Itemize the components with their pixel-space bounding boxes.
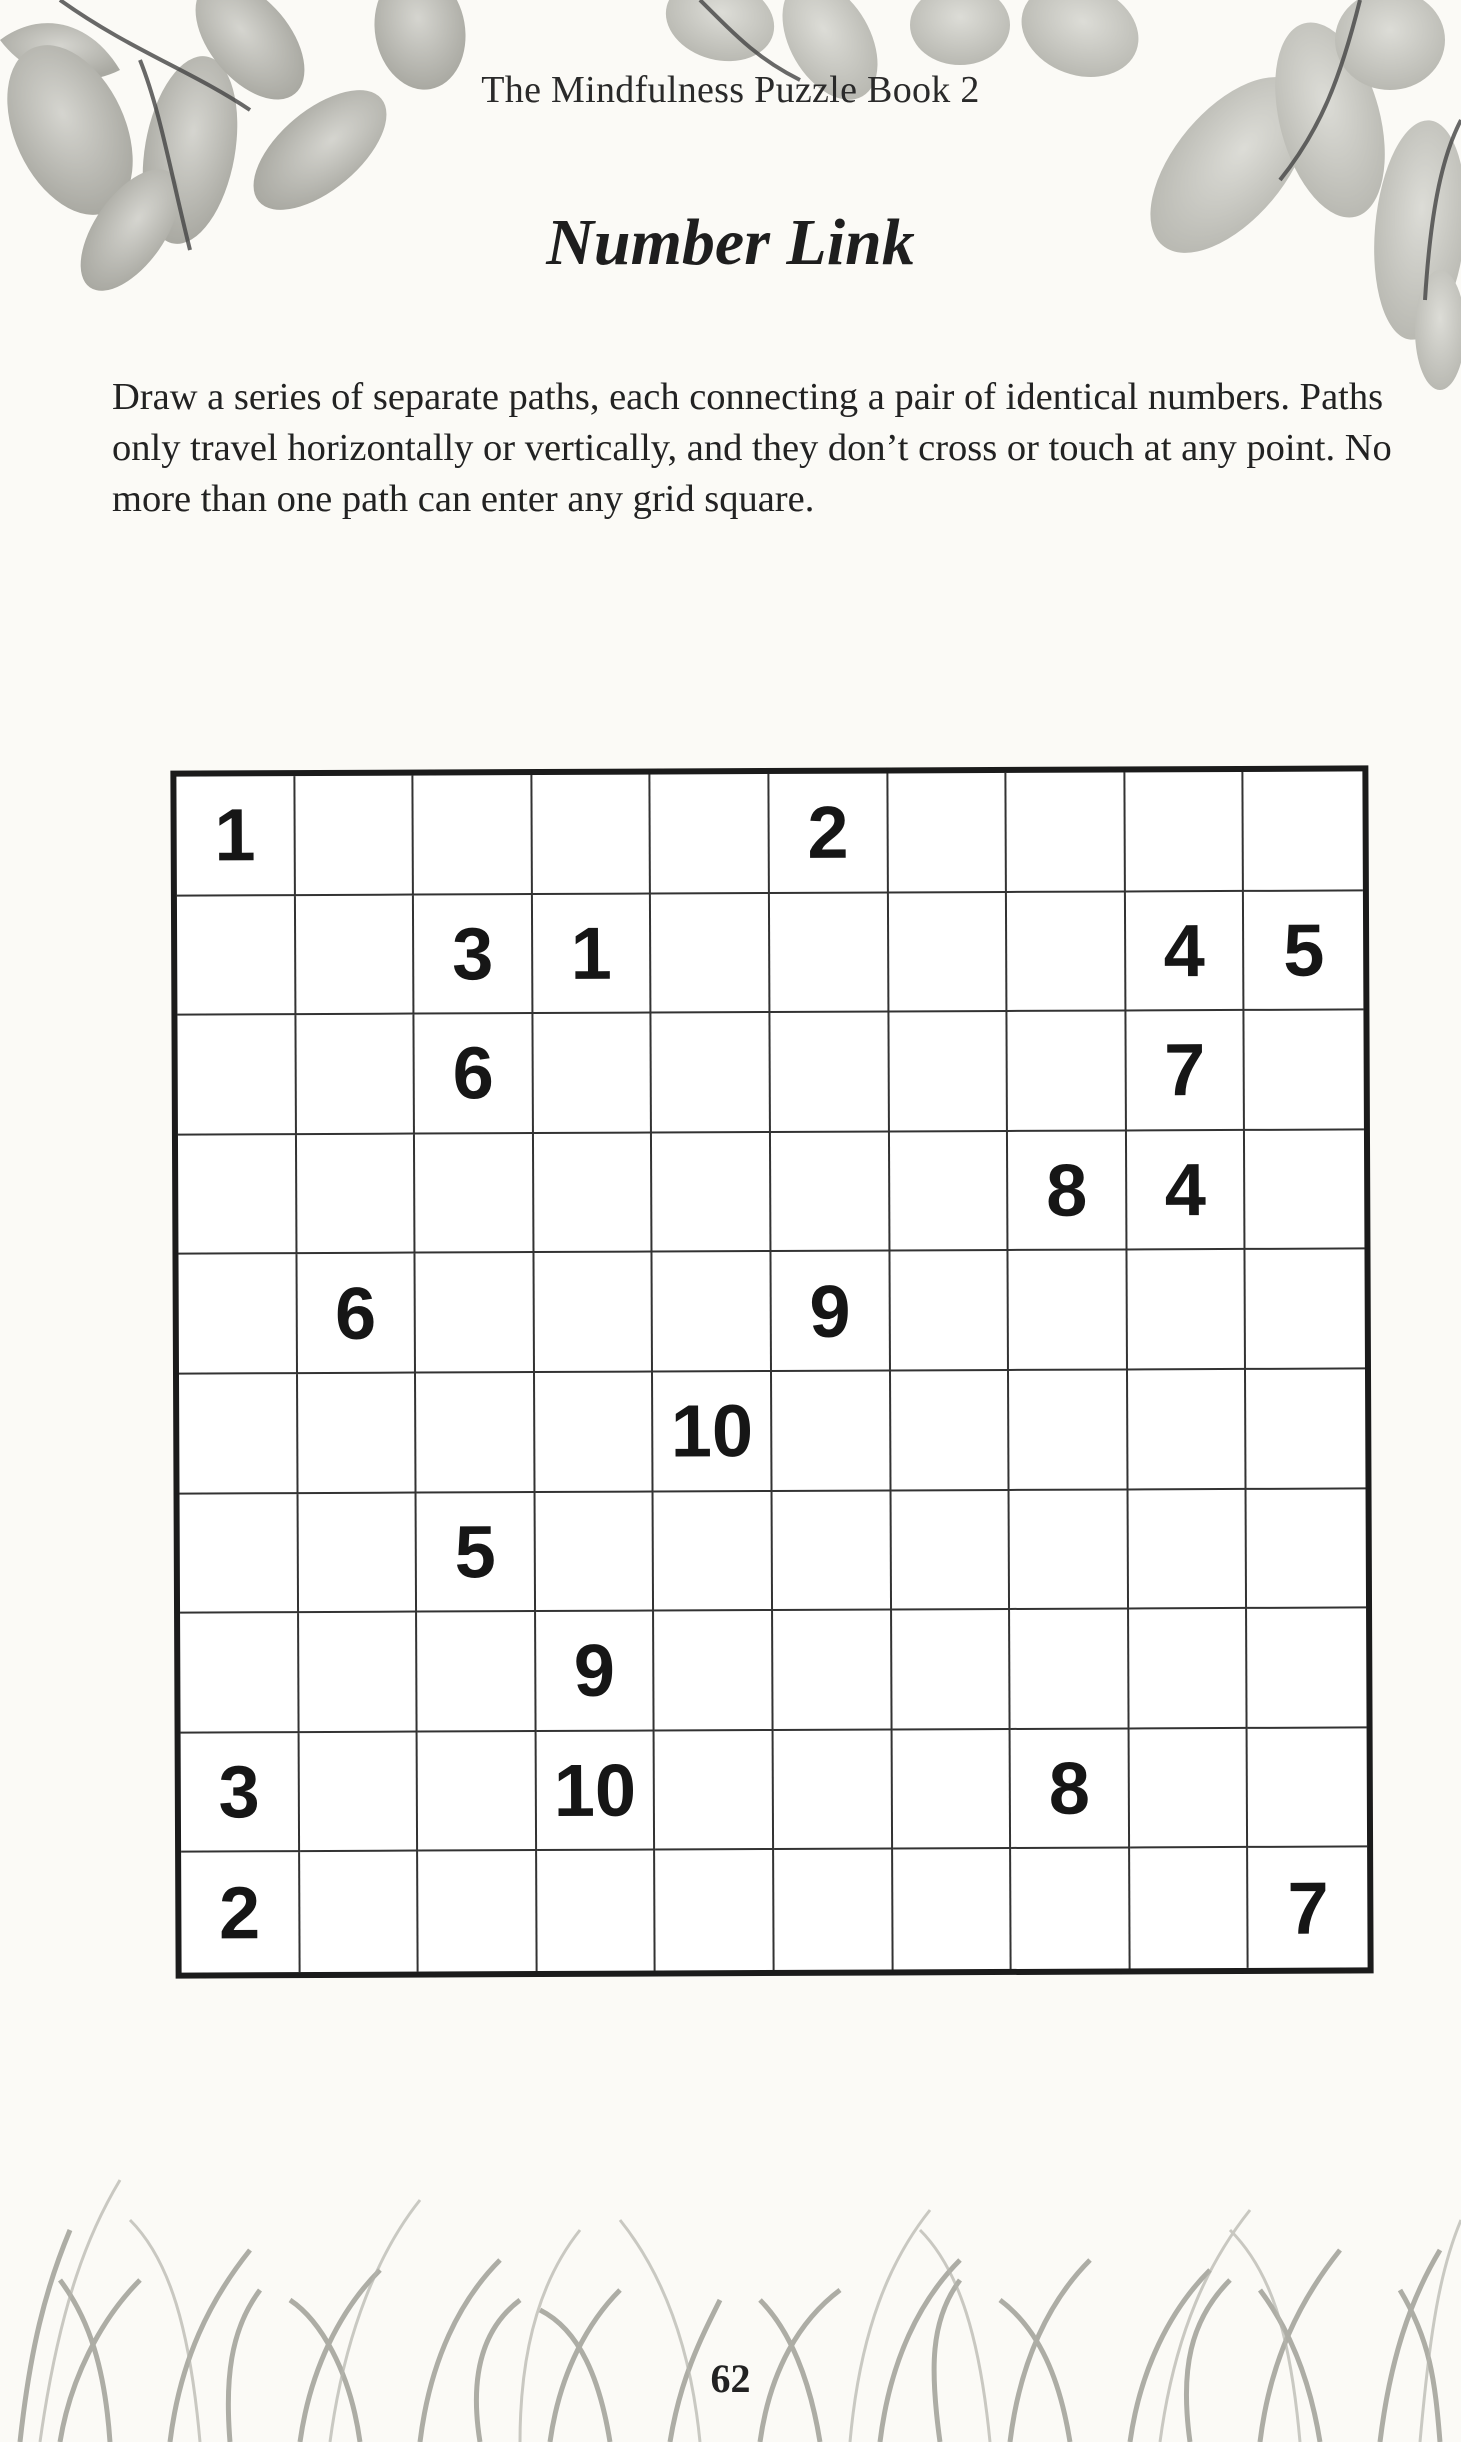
grid-cell-empty <box>532 775 651 895</box>
grid-cell-number: 1 <box>176 776 295 896</box>
grid-cell-number: 6 <box>415 1014 534 1134</box>
grid-cell-number: 2 <box>769 773 888 893</box>
grid-cell-empty <box>178 1254 297 1374</box>
grid-cell-empty <box>652 1133 771 1253</box>
grid-cell-empty <box>1007 772 1126 892</box>
grid-cell-empty <box>416 1373 535 1493</box>
number-link-grid <box>170 765 1373 1978</box>
grid-cell-empty <box>1128 1370 1247 1490</box>
grid-cell-empty <box>535 1373 654 1493</box>
grid-cell-empty <box>177 896 296 1016</box>
grid-cell-empty <box>1125 772 1244 892</box>
grid-cell-empty <box>1009 1370 1128 1490</box>
grid-cell-empty <box>1010 1610 1129 1730</box>
grid-cell-number: 4 <box>1127 1131 1246 1251</box>
grid-cell-empty <box>1010 1490 1129 1610</box>
grid-cell-empty <box>774 1730 893 1850</box>
grid-cell-number: 1 <box>533 894 652 1014</box>
grid-cell-empty <box>1246 1250 1365 1370</box>
grid-cell-empty <box>890 1132 1009 1252</box>
puzzle-title: Number Link <box>546 206 915 279</box>
grid-cell-empty <box>891 1491 1010 1611</box>
book-title-header: The Mindfulness Puzzle Book 2 <box>481 69 980 111</box>
grid-cell-empty <box>1129 1729 1248 1849</box>
grid-cell-empty <box>889 1012 1008 1132</box>
grid-cell-number: 10 <box>653 1372 772 1492</box>
grid-cell-empty <box>534 1133 653 1253</box>
grid-cell-empty <box>1009 1251 1128 1371</box>
grid-cell-empty <box>1128 1490 1247 1610</box>
grid-cell-empty <box>298 1493 417 1613</box>
grid-cell-number: 2 <box>181 1852 300 1972</box>
grid-cell-empty <box>654 1492 773 1612</box>
grid-cell-number: 3 <box>414 895 533 1015</box>
grid-cell-empty <box>652 1013 771 1133</box>
grid-cell-empty <box>299 1732 418 1852</box>
grid-cell-number: 7 <box>1287 1866 1329 1950</box>
grid-cell-empty <box>771 1132 890 1252</box>
grid-cell-empty <box>890 1251 1009 1371</box>
grid-cell-number: 9 <box>771 1252 890 1372</box>
grid-cell-empty <box>537 1851 656 1971</box>
grid-cell-empty <box>655 1731 774 1851</box>
grid-cell-empty <box>180 1613 299 1733</box>
grid-cell-empty <box>417 1612 536 1732</box>
grid-cell-empty <box>1127 1250 1246 1370</box>
grid-cell-number: 4 <box>1126 892 1245 1012</box>
grid-cell-empty <box>1245 1011 1364 1131</box>
grid-cell-empty <box>772 1371 891 1491</box>
grid-cell-empty <box>888 773 1007 893</box>
grid-cell-number: 6 <box>297 1254 416 1374</box>
grid-cell-empty <box>892 1730 1011 1850</box>
grid-cell-empty <box>654 1611 773 1731</box>
grid-cell-number: 5 <box>417 1493 536 1613</box>
grid-cell-number: 9 <box>536 1612 655 1732</box>
grid-cell-empty <box>1130 1848 1249 1968</box>
grid-cell-empty <box>651 894 770 1014</box>
grid-cell-empty <box>299 1613 418 1733</box>
grid-cell-empty <box>1248 1728 1367 1848</box>
grid-cell-empty <box>415 1134 534 1254</box>
grid-cell-empty <box>1247 1489 1366 1609</box>
grid-cell-empty <box>774 1850 893 1970</box>
grid-cell-empty <box>534 1253 653 1373</box>
grid-cell-empty <box>295 776 414 896</box>
grid-cell-number: 8 <box>1008 1131 1127 1251</box>
puzzle-instructions: Draw a series of separate paths, each connecting a pair of identical numbers. Paths only travel horizontally or vertically, and they don’t cross or touch at any point. No more than one path can enter any grid square. <box>112 376 1392 520</box>
grid-cell-empty <box>773 1611 892 1731</box>
grid-cell-empty <box>418 1851 537 1971</box>
page-number: 62 <box>710 2356 751 2401</box>
grid-cell-empty <box>533 1014 652 1134</box>
grid-cell-number: 3 <box>181 1733 300 1853</box>
grid-cell-empty <box>893 1849 1012 1969</box>
grid-cell-empty <box>300 1852 419 1972</box>
grid-cell-empty <box>773 1491 892 1611</box>
grid-cell-number: 5 <box>1244 891 1363 1011</box>
grid-cell-empty <box>416 1253 535 1373</box>
grid-cell-empty <box>891 1371 1010 1491</box>
grid-cell-empty <box>177 1015 296 1135</box>
grid-cell-empty <box>1011 1849 1130 1969</box>
grid-cell-empty <box>414 775 533 895</box>
grid-cell-empty <box>180 1494 299 1614</box>
grid-cell-empty <box>1244 771 1363 891</box>
grid-cell-number: 7 <box>1126 1011 1245 1131</box>
grid-cell-empty <box>653 1252 772 1372</box>
grid-cell-empty <box>1247 1609 1366 1729</box>
grid-cell-empty <box>1129 1609 1248 1729</box>
grid-cell-number: 10 <box>536 1731 655 1851</box>
grid-cell-empty <box>889 893 1008 1013</box>
grid-cell-empty <box>296 1015 415 1135</box>
grid-cell-empty <box>651 774 770 894</box>
grid-cell-empty <box>655 1850 774 1970</box>
grid-cell-empty <box>418 1732 537 1852</box>
grid-cell-empty <box>1008 1012 1127 1132</box>
grid-cell-empty <box>1246 1369 1365 1489</box>
grid-cell-empty <box>1245 1130 1364 1250</box>
grid-cell-empty <box>892 1610 1011 1730</box>
grid-cell-empty <box>770 893 889 1013</box>
grid-cell-empty <box>297 1134 416 1254</box>
grid-cell-empty <box>535 1492 654 1612</box>
grid-cell-empty <box>770 1013 889 1133</box>
grid-cell-empty <box>179 1374 298 1494</box>
grid-cell-empty <box>1007 892 1126 1012</box>
grid-cell-empty <box>296 895 415 1015</box>
grid-cell-empty <box>298 1374 417 1494</box>
grid-cell-empty <box>178 1135 297 1255</box>
grid-cell-number: 8 <box>1011 1729 1130 1849</box>
